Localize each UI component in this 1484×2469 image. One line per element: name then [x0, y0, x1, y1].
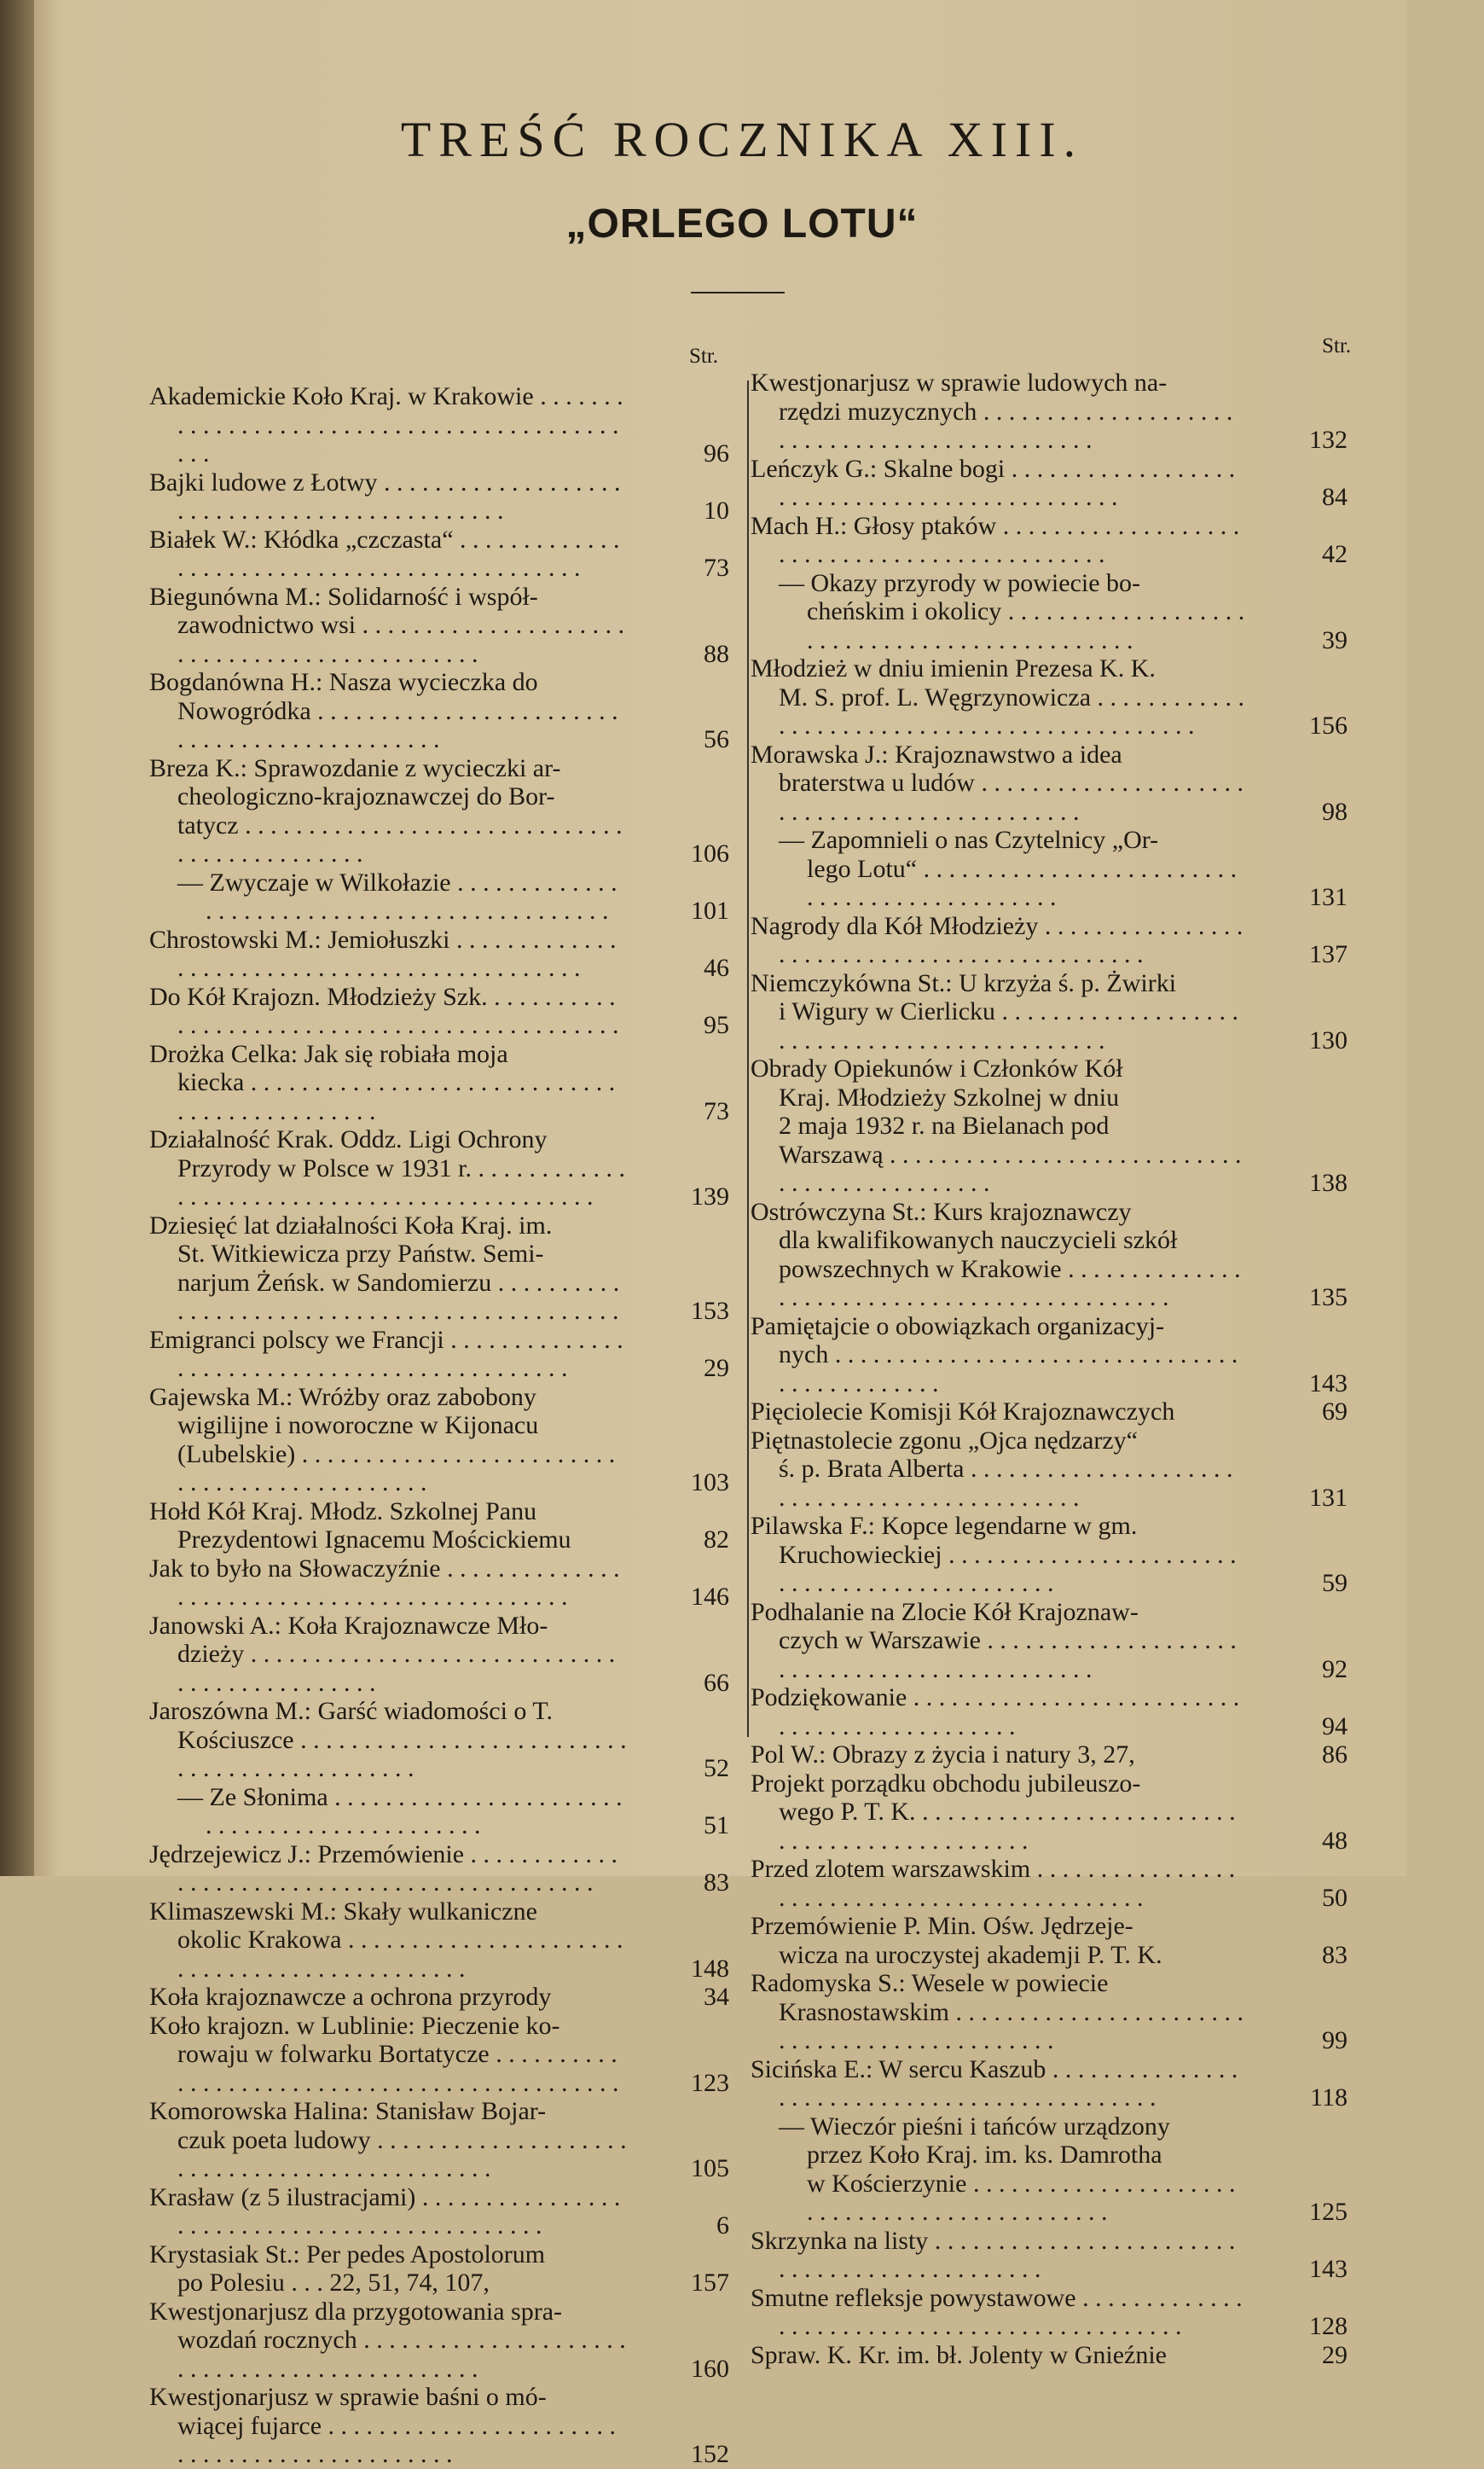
toc-entry-page: 69 [1322, 1397, 1348, 1426]
toc-entry-page: 138 [1309, 1169, 1348, 1197]
toc-entry [751, 569, 1348, 655]
toc-entry-title: Jak to było na Słowaczyźnie . . . [149, 1554, 627, 1612]
toc-entry-title: Projekt porządku obchodu jubileuszo- wego P. T. K. . . . [751, 1769, 1245, 1856]
toc-entry [149, 754, 729, 869]
toc-entry-title: Koła krajoznawcze a ochrona przyrody [149, 1983, 552, 2011]
toc-entry-title: Przemówienie P. Min. Ośw. Jędrzeje- wicza na uroczystej akademji P. T. K. [751, 1912, 1162, 1969]
toc-entry-page: 131 [1309, 883, 1348, 911]
toc-entry-page: 52 [704, 1754, 729, 1782]
toc-entry-page: 29 [704, 1354, 729, 1382]
toc-entry-title: Krasław (z 5 ilustracjami) . . . [149, 2183, 627, 2240]
toc-entry-title: Kwestjonarjusz w sprawie ludowych na- rzędzi muzycznych . . . [751, 369, 1245, 455]
toc-entry-page: 146 [691, 1583, 729, 1611]
toc-entry [149, 1897, 729, 1984]
left-column-page-header: Str. [689, 345, 719, 368]
toc-entry-title: Chrostowski M.: Jemiołuszki . . . [149, 926, 627, 983]
toc-entry [149, 1554, 729, 1612]
page-subtitle: „ORLEGO LOTU“ [565, 201, 919, 247]
toc-entry-page: 10 [704, 497, 729, 525]
toc-entry-page: 101 [691, 897, 729, 925]
toc-entry-page: 66 [704, 1668, 729, 1697]
toc-entry-page: 48 [1322, 1826, 1348, 1855]
toc-entry-title: Hołd Kół Kraj. Młodz. Szkolnej Panu Prezydentowi Ignacemu Mościckiemu [149, 1496, 571, 1554]
toc-entry-page: 34 [704, 1983, 729, 2011]
toc-entry-title: Akademickie Koło Kraj. w Krakowie . . . [149, 382, 627, 468]
toc-entry-page: 148 [691, 1954, 729, 1983]
toc-entry-title: Komorowska Halina: Stanisław Bojar- czuk poeta ludowy . . . [149, 2097, 627, 2183]
right-column [751, 369, 1348, 2369]
toc-entry-title: Sicińska E.: W sercu Kaszub . . . [751, 2055, 1245, 2112]
toc-entry-page: 157 [691, 2269, 729, 2297]
toc-entry-page: 125 [1309, 2198, 1348, 2226]
toc-entry-page: 82 [704, 1525, 729, 1554]
toc-entry-page: 103 [691, 1468, 729, 1496]
toc-entry-title: Janowski A.: Koła Krajoznawcze Mło- dzieży . . . [149, 1612, 627, 1698]
toc-entry-title: Niemczykówna St.: U krzyża ś. p. Żwirki i Wigury w Cierlicku . . . [751, 969, 1245, 1055]
toc-entry-page: 98 [1322, 797, 1348, 826]
toc-entry [149, 382, 729, 468]
toc-entry [751, 1198, 1348, 1312]
column-divider [747, 381, 749, 1737]
toc-entry [149, 1783, 729, 1840]
toc-entry [149, 1840, 729, 1897]
toc-entry [751, 2341, 1348, 2370]
toc-entry-title: Biegunówna M.: Solidarność i współ- zawodnictwo wsi . . . [149, 583, 627, 669]
toc-entry [149, 526, 729, 583]
toc-entry [751, 1969, 1348, 2055]
toc-entry-title: Podhalanie na Zlocie Kół Krajoznaw- czych w Warszawie . . . [751, 1598, 1245, 1684]
toc-entry [149, 583, 729, 669]
toc-entry [149, 2298, 729, 2384]
toc-entry-page: 50 [1322, 1883, 1348, 1912]
toc-entry-page: 143 [1309, 2255, 1348, 2283]
toc-entry-title: Bogdanówna H.: Nasza wycieczka do Nowogródka . . . [149, 668, 627, 754]
toc-entry [149, 1040, 729, 1126]
toc-entry-page: 56 [704, 725, 729, 753]
toc-entry-page: 29 [1322, 2340, 1348, 2369]
toc-entry [149, 2240, 729, 2298]
toc-entry [751, 654, 1348, 741]
toc-entry-title: Kwestjonarjusz dla przygotowania spra- wozdań rocznych . . . [149, 2298, 627, 2384]
toc-entry-title: Pol W.: Obrazy z życia i natury 3, 27, [751, 1740, 1135, 1769]
toc-entry-page: 137 [1309, 940, 1348, 968]
toc-entry [751, 1855, 1348, 1912]
toc-entry [751, 1312, 1348, 1398]
toc-entry-page: 131 [1309, 1483, 1348, 1512]
toc-entry-page: 6 [716, 2211, 729, 2240]
toc-entry-title: Pamiętajcie o obowiązkach organizacyj- nych . . . [751, 1312, 1245, 1398]
toc-entry-title: Ostrówczyna St.: Kurs krajoznawczy dla kwalifikowanych nauczycieli szkół powszechnych w Krakowie . . . [751, 1198, 1245, 1312]
toc-entry-page: 73 [704, 554, 729, 582]
toc-entry-page: 86 [1322, 1740, 1348, 1769]
toc-entry-page: 132 [1309, 426, 1348, 454]
toc-entry-title: Drożka Celka: Jak się robiała moja kiecka . . . [149, 1040, 627, 1126]
title-rule [691, 292, 785, 293]
toc-entry-title: Spraw. K. Kr. im. bł. Jolenty w Gnieźnie [751, 2340, 1167, 2369]
toc-entry [149, 668, 729, 754]
toc-entry [751, 1912, 1348, 1969]
toc-entry-title: Jaroszówna M.: Garść wiadomości o T. Kościuszce . . . [149, 1697, 627, 1783]
toc-entry-page: 46 [704, 954, 729, 982]
toc-entry-title: Kwestjonarjusz w sprawie baśni o mó- wiącej fujarce . . . [149, 2383, 627, 2469]
toc-entry [149, 1497, 729, 1554]
toc-entry-title: Obrady Opiekunów i Członków Kół Kraj. Młodzieży Szkolnej w dniu 2 maja 1932 r. na Bielanach pod Warszawą . . . [751, 1054, 1245, 1198]
toc-entry-page: 94 [1322, 1711, 1348, 1740]
toc-entry [751, 969, 1348, 1055]
toc-entry [751, 1769, 1348, 1856]
toc-entry-title: Smutne refleksje powystawowe . . . [751, 2284, 1245, 2341]
toc-entry [751, 1054, 1348, 1198]
toc-entry [751, 741, 1348, 827]
toc-entry-page: 42 [1322, 540, 1348, 568]
toc-entry-title: Krystasiak St.: Per pedes Apostolorum po Polesiu . . . 22, 51, 74, 107, [149, 2240, 546, 2297]
toc-entry-title: Breza K.: Sprawozdanie z wycieczki ar- cheologiczno-krajoznawczej do Bor- tatycz . . . [149, 754, 627, 869]
toc-entry [751, 1683, 1348, 1740]
toc-entry-page: 128 [1309, 2312, 1348, 2340]
left-column [149, 382, 729, 2469]
toc-entry [751, 455, 1348, 512]
toc-entry-title: Morawska J.: Krajoznawstwo a idea braterstwa u ludów . . . [751, 741, 1245, 827]
toc-entry-page: 51 [704, 1811, 729, 1839]
toc-entry-page: 106 [691, 839, 729, 868]
toc-entry-title: Podziękowanie . . . [751, 1683, 1245, 1740]
toc-entry-title: Piętnastolecie zgonu „Ojca nędzarzy“ ś. p. Brata Alberta . . . [751, 1426, 1245, 1513]
toc-entry-page: 105 [691, 2154, 729, 2182]
toc-entry-page: 99 [1322, 2026, 1348, 2054]
toc-entry-title: Przed zlotem warszawskim . . . [751, 1855, 1245, 1912]
toc-entry [751, 512, 1348, 569]
toc-entry [149, 2383, 729, 2469]
toc-entry [149, 468, 729, 526]
toc-entry-title: Do Kół Krajozn. Młodzieży Szk. . . . [149, 983, 627, 1040]
toc-entry-title: Leńczyk G.: Skalne bogi . . . [751, 455, 1245, 512]
toc-entry [751, 826, 1348, 912]
toc-entry-title: Białek W.: Kłódka „czczasta“ . . . [149, 526, 627, 583]
toc-entry [149, 2012, 729, 2098]
toc-entry [751, 2055, 1348, 2112]
toc-entry [149, 1125, 729, 1211]
toc-entry-page: 59 [1322, 1569, 1348, 1597]
toc-entry-page: 73 [704, 1096, 729, 1125]
toc-entry [751, 369, 1348, 455]
toc-entry-title: — Zapomnieli o nas Czytelnicy „Or- lego Lotu“ . . . [751, 826, 1245, 912]
toc-entry [751, 1598, 1348, 1684]
toc-entry-title: Bajki ludowe z Łotwy . . . [149, 468, 627, 526]
book-binding [0, 0, 34, 1876]
toc-entry [751, 2284, 1348, 2341]
toc-entry-page: 139 [691, 1182, 729, 1211]
toc-entry-page: 88 [704, 639, 729, 668]
toc-entry-title: Dziesięć lat działalności Koła Kraj. im. St. Witkiewicza przy Państw. Semi- narjum Żeńsk. w Sandomierzu . . . [149, 1211, 627, 1326]
toc-entry [149, 926, 729, 983]
toc-entry-page: 152 [691, 2440, 729, 2468]
toc-entry [149, 983, 729, 1040]
toc-entry [751, 1426, 1348, 1513]
toc-entry-page: 118 [1310, 2083, 1348, 2112]
toc-entry-title: — Ze Słonima . . . [149, 1783, 627, 1840]
toc-entry-title: — Zwyczaje w Wilkołazie . . . [149, 869, 627, 926]
toc-entry [149, 1983, 729, 2012]
toc-entry [149, 869, 729, 926]
toc-entry-page: 92 [1322, 1654, 1348, 1683]
toc-entry [751, 1397, 1348, 1426]
toc-entry-title: Jędrzejewicz J.: Przemówienie . . . [149, 1840, 627, 1897]
toc-entry-title: Mach H.: Głosy ptaków . . . [751, 512, 1245, 569]
toc-entry-page: 83 [1322, 1940, 1348, 1969]
toc-entry-title: Pięciolecie Komisji Kół Krajoznawczych [751, 1397, 1175, 1426]
toc-entry [149, 2183, 729, 2240]
toc-entry-page: 153 [691, 1297, 729, 1325]
toc-entry-title: Skrzynka na listy . . . [751, 2227, 1245, 2284]
toc-entry [751, 1740, 1348, 1769]
toc-entry-title: Nagrody dla Kół Młodzieży . . . [751, 912, 1245, 969]
toc-entry [751, 1512, 1348, 1598]
toc-entry-page: 156 [1309, 712, 1348, 740]
toc-entry [149, 1697, 729, 1783]
toc-entry-page: 84 [1322, 483, 1348, 511]
toc-entry-page: 96 [704, 439, 729, 468]
toc-entry [149, 1326, 729, 1383]
toc-entry-title: Gajewska M.: Wróżby oraz zabobony wigilijne i noworoczne w Kijonacu (Lubelskie) . . . [149, 1383, 627, 1497]
toc-entry [751, 2227, 1348, 2284]
toc-entry-page: 160 [691, 2354, 729, 2383]
toc-entry-page: 123 [691, 2068, 729, 2097]
toc-entry-page: 135 [1309, 1283, 1348, 1311]
toc-entry-title: Pilawska F.: Kopce legendarne w gm. Kruchowieckiej . . . [751, 1512, 1245, 1598]
toc-entry [751, 912, 1348, 969]
toc-entry-title: Klimaszewski M.: Skały wulkaniczne okolic Krakowa . . . [149, 1897, 627, 1984]
toc-entry-page: 39 [1322, 625, 1348, 654]
page-title: TREŚĆ ROCZNIKA XIII. [400, 112, 1084, 167]
toc-entry-title: Emigranci polscy we Francji . . . [149, 1326, 627, 1383]
toc-entry-title: Koło krajozn. w Lublinie: Pieczenie ko- rowaju w folwarku Bortatycze . . . [149, 2012, 627, 2098]
toc-entry-page: 95 [704, 1011, 729, 1039]
toc-entry-page: 143 [1309, 1368, 1348, 1397]
toc-entry-title: Radomyska S.: Wesele w powiecie Krasnostawskim . . . [751, 1969, 1245, 2055]
toc-entry [149, 2097, 729, 2183]
toc-entry-title: Działalność Krak. Oddz. Ligi Ochrony Przyrody w Polsce w 1931 r. . . . [149, 1125, 627, 1211]
toc-entry [149, 1383, 729, 1497]
toc-entry-title: — Okazy przyrody w powiecie bo- chеńskim i okolicy . . . [751, 569, 1245, 655]
toc-entry [751, 2112, 1348, 2227]
toc-entry-page: 130 [1309, 1025, 1348, 1054]
toc-entry-title: Młodzież w dniu imienin Prezesa K. K. M. S. prof. L. Węgrzynowicza . . . [751, 654, 1245, 741]
toc-entry [149, 1612, 729, 1698]
toc-entry [149, 1211, 729, 1326]
toc-entry-page: 83 [704, 1868, 729, 1897]
toc-entry-title: — Wieczór pieśni i tańców urządzony przez Koło Kraj. im. ks. Damrotha w Kościerzynie . . . [751, 2112, 1245, 2227]
right-column-page-header: Str. [1322, 334, 1352, 357]
